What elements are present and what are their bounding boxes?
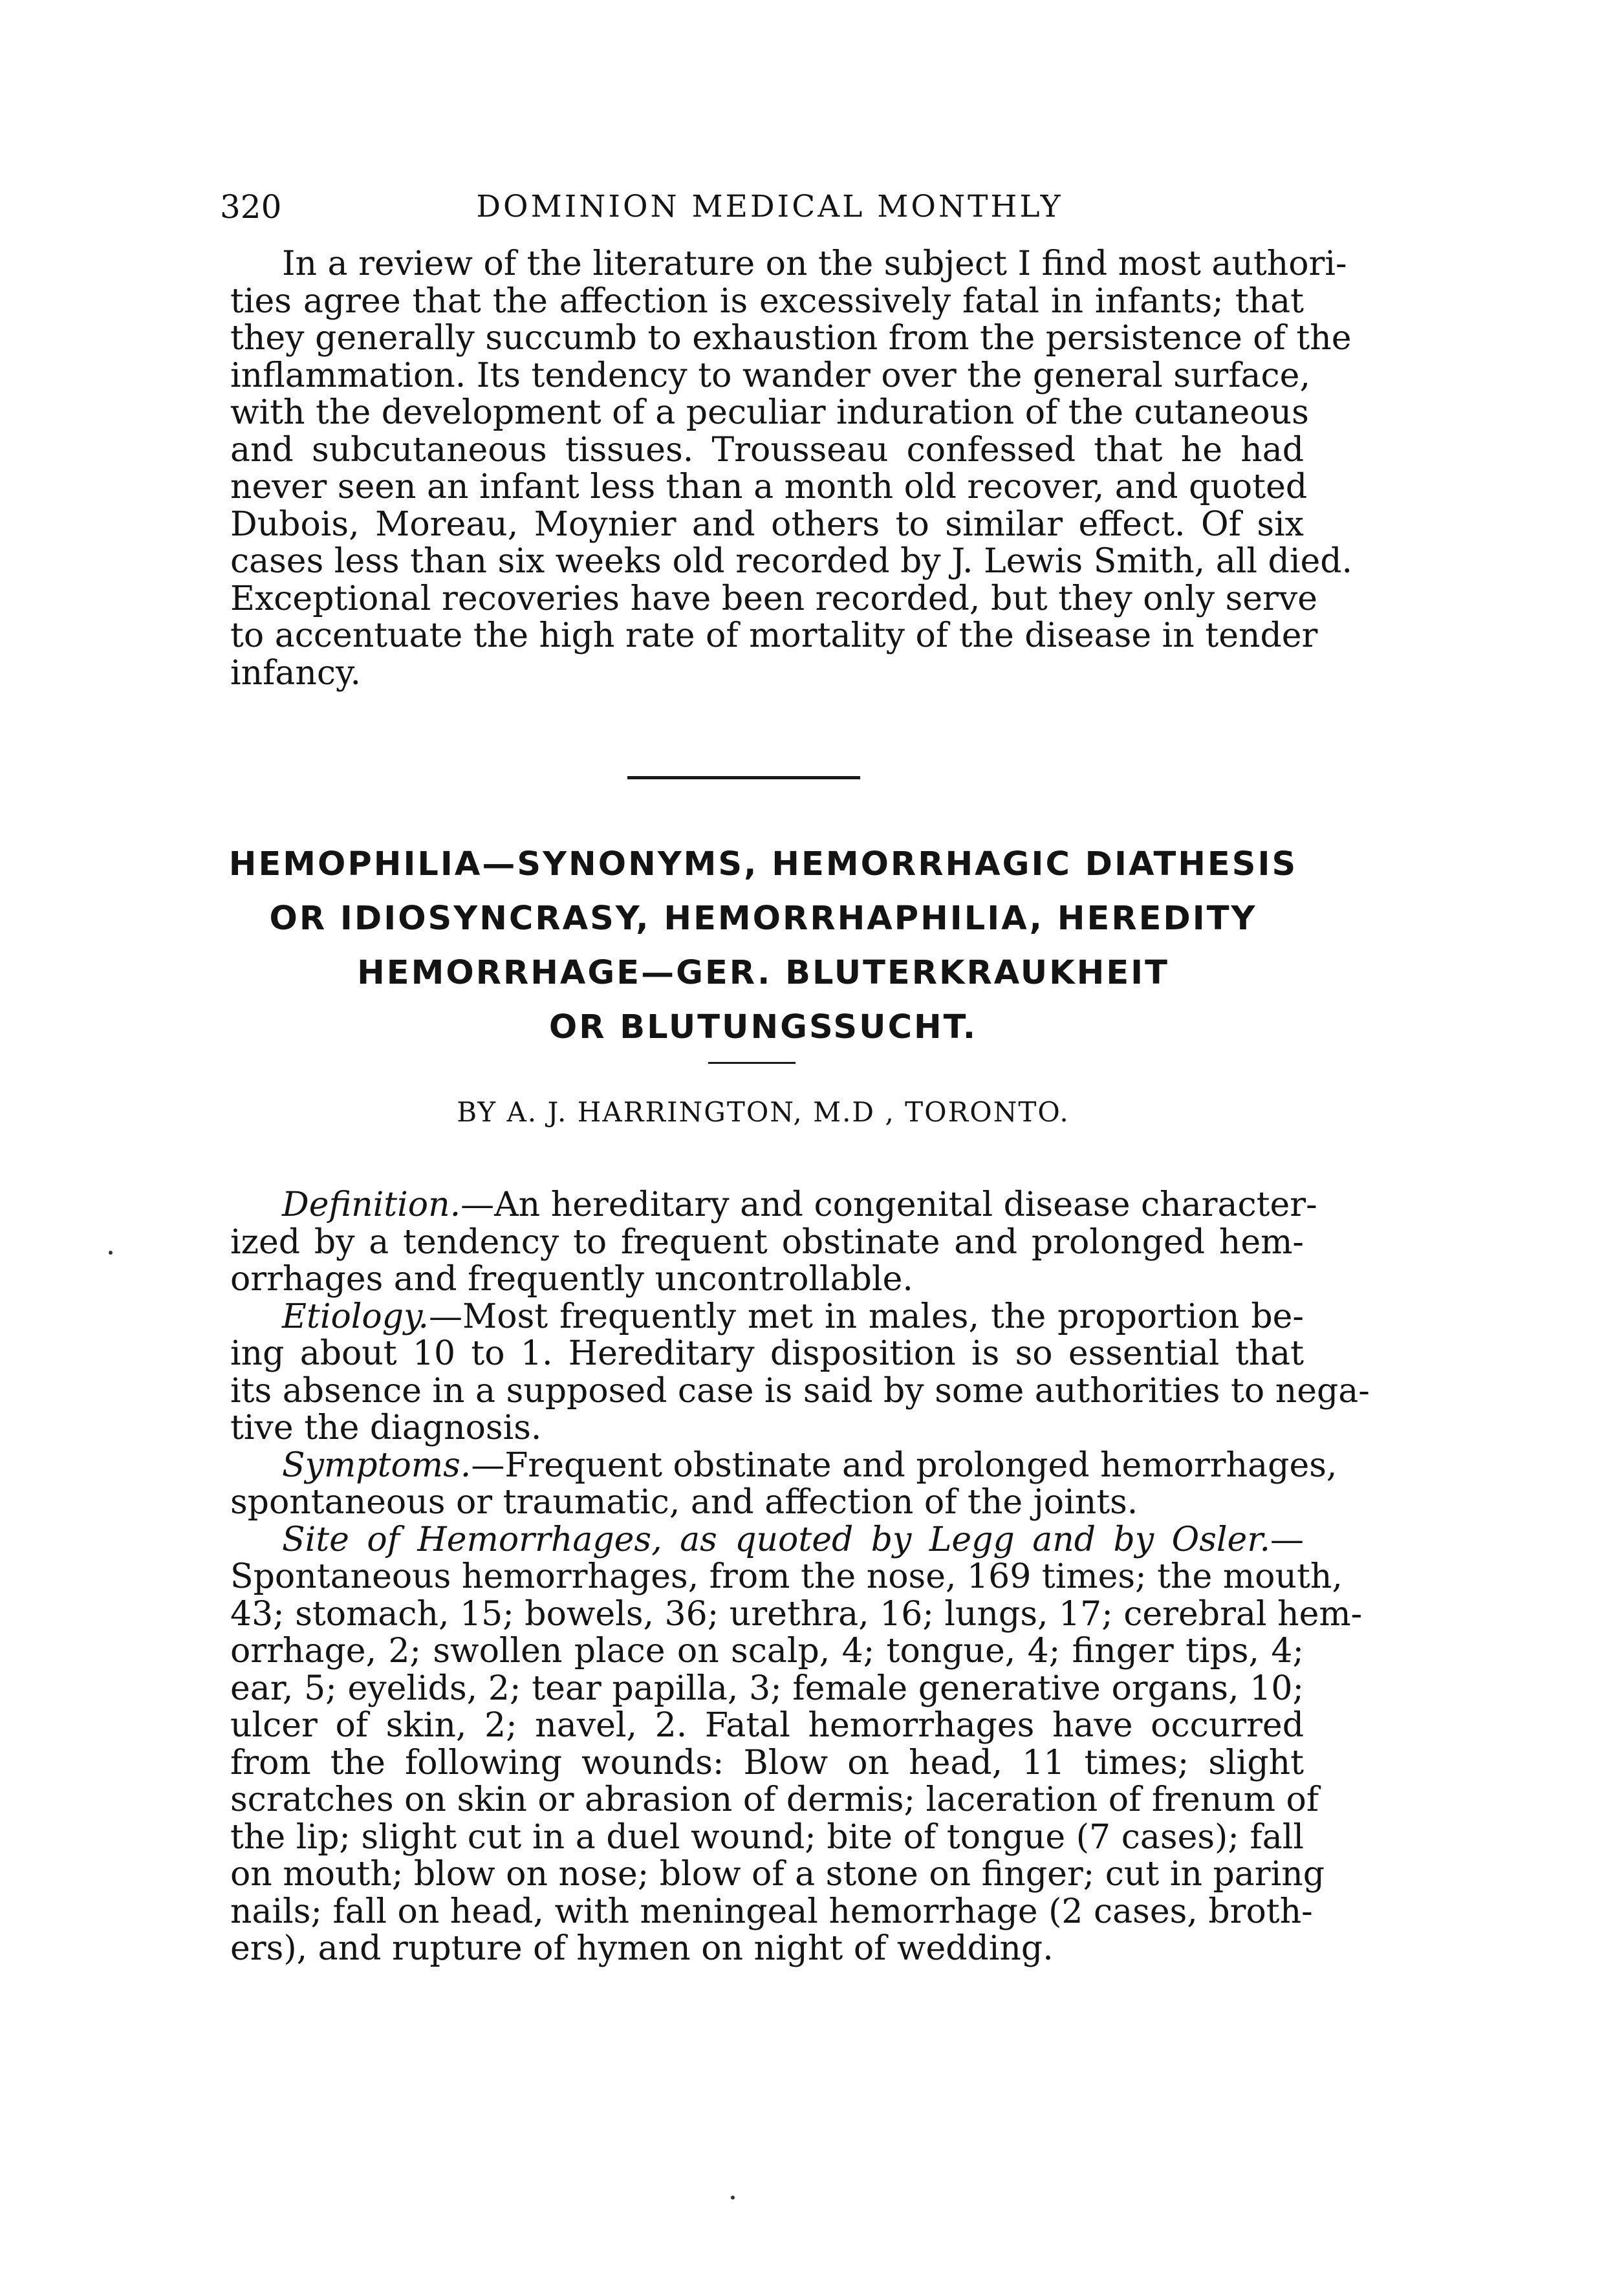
definition-line: ized by a tendency to frequent obstinate and prolonged hem- — [230, 1222, 1304, 1262]
site-line: from the following wounds: Blow on head, 11 times; slight — [230, 1743, 1304, 1782]
title-line: HEMORRHAGE—GER. BLUTERKRAUKHEIT — [357, 954, 1169, 992]
article-title — [194, 838, 1332, 1055]
site-line: ers), and rupture of hymen on night of wedding. — [230, 1929, 1054, 1968]
intro-paragraph — [230, 244, 1353, 693]
scan-speck — [731, 2196, 735, 2200]
intro-line: and subcutaneous tissues. Trousseau confessed that he had — [230, 430, 1304, 470]
definition-label: Definition. — [282, 1185, 461, 1224]
intro-line: with the development of a peculiar induration of the cutaneous — [230, 393, 1309, 432]
site-line: Spontaneous hemorrhages, from the nose, 169 times; the mouth, — [230, 1557, 1343, 1596]
running-head: DOMINION MEDICAL MONTHLY — [476, 189, 1063, 224]
definition-line: Definition.—An hereditary and congenital disease character- — [282, 1185, 1317, 1224]
intro-line: ties agree that the affection is excessively fatal in infants; that — [230, 281, 1304, 321]
article-body — [230, 1185, 1370, 1968]
title-line: OR BLUTUNGSSUCHT. — [548, 1008, 978, 1046]
etiology-line: ing about 10 to 1. Hereditary disposition is so essential that — [230, 1334, 1304, 1373]
intro-line: In a review of the literature on the subject I find most authori- — [282, 244, 1347, 283]
intro-line: Exceptional recoveries have been recorded, but they only serve — [230, 579, 1318, 618]
page-number: 320 — [220, 188, 282, 226]
etiology-label: Etiology. — [282, 1297, 429, 1336]
intro-line: to accentuate the high rate of mortality of the disease in tender — [230, 616, 1318, 655]
site-line: ear, 5; eyelids, 2; tear papilla, 3; female generative organs, 10; — [230, 1669, 1304, 1708]
author-byline: BY A. J. HARRINGTON, M.D , TORONTO. — [457, 1096, 1070, 1128]
symptoms-label: Symptoms. — [282, 1445, 471, 1485]
page-header — [220, 188, 1319, 239]
title-line: HEMOPHILIA—SYNONYMS, HEMORRHAGIC DIATHESIS — [228, 845, 1298, 883]
section-divider — [627, 776, 860, 779]
intro-line: inflammation. Its tendency to wander over the general surface, — [230, 356, 1310, 395]
site-line: ulcer of skin, 2; navel, 2. Fatal hemorrhages have occurred — [230, 1706, 1304, 1745]
site-label: Site of Hemorrhages, as quoted by Legg and by Osler. — [282, 1520, 1270, 1559]
site-line: on mouth; blow on nose; blow of a stone on finger; cut in paring — [230, 1855, 1325, 1894]
title-divider — [708, 1062, 796, 1064]
intro-line: never seen an infant less than a month old recover, and quoted — [230, 468, 1308, 506]
site-line: the lip; slight cut in a duel wound; bite of tongue (7 cases); fall — [230, 1817, 1304, 1857]
etiology-line: its absence in a supposed case is said by some authorities to nega- — [230, 1371, 1370, 1411]
margin-mark — [109, 1251, 113, 1255]
intro-line: cases less than six weeks old recorded by J. Lewis Smith, all died. — [230, 542, 1353, 581]
intro-line: Dubois, Moreau, Moynier and others to similar effect. Of six — [230, 504, 1304, 544]
site-line: orrhage, 2; swollen place on scalp, 4; tongue, 4; finger tips, 4; — [230, 1632, 1304, 1670]
intro-line: infancy. — [230, 653, 361, 693]
etiology-line: tive the diagnosis. — [230, 1409, 542, 1447]
site-line: Site of Hemorrhages, as quoted by Legg and by Osler.— — [282, 1520, 1304, 1559]
site-line: nails; fall on head, with meningeal hemorrhage (2 cases, broth- — [230, 1892, 1313, 1931]
etiology-line: Etiology.—Most frequently met in males, the proportion be- — [282, 1297, 1304, 1336]
title-line: OR IDIOSYNCRASY, HEMORRHAPHILIA, HEREDITY — [269, 900, 1257, 938]
site-line: scratches on skin or abrasion of dermis; laceration of frenum of — [230, 1780, 1319, 1819]
definition-line: orrhages and frequently uncontrollable. — [230, 1260, 913, 1299]
site-line: 43; stomach, 15; bowels, 36; urethra, 16; lungs, 17; cerebral hem- — [230, 1594, 1363, 1634]
symptoms-line: Symptoms.—Frequent obstinate and prolonged hemorrhages, — [282, 1445, 1337, 1485]
intro-line: they generally succumb to exhaustion from the persistence of the — [230, 319, 1352, 358]
symptoms-line: spontaneous or traumatic, and affection of the joints. — [230, 1483, 1138, 1522]
